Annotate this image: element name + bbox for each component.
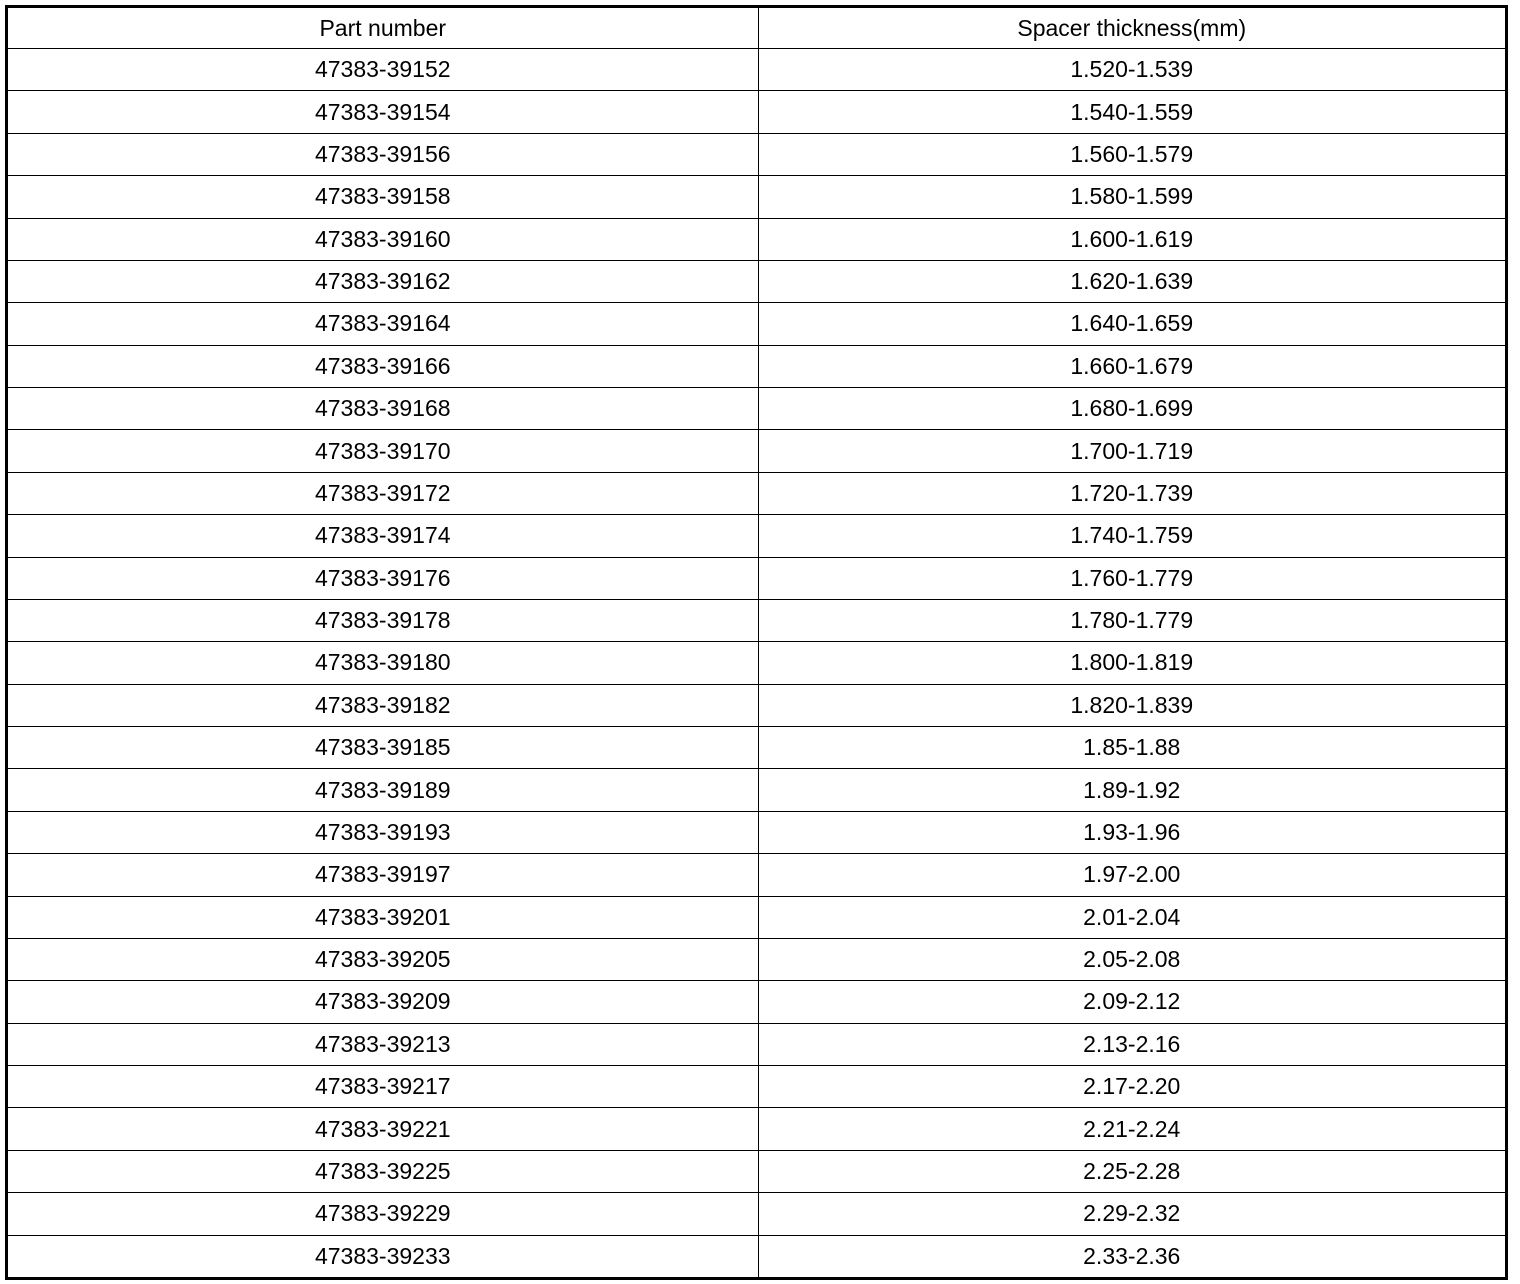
spacer-thickness-cell: 1.540-1.559 [758,91,1505,133]
spacer-thickness-cell: 1.660-1.679 [758,345,1505,387]
spacer-thickness-cell: 1.85-1.88 [758,727,1505,769]
table-row [8,557,1505,599]
spacer-thickness-cell: 1.89-1.92 [758,769,1505,811]
spacer-thickness-cell: 1.600-1.619 [758,218,1505,260]
part-number-cell: 47383-39213 [8,1023,758,1065]
part-number-cell: 47383-39164 [8,303,758,345]
spacer-thickness-cell: 1.520-1.539 [758,49,1505,91]
table-row [8,388,1505,430]
part-number-cell: 47383-39209 [8,981,758,1023]
table-row [8,811,1505,853]
spacer-thickness-cell: 1.560-1.579 [758,133,1505,175]
spacer-thickness-cell: 1.760-1.779 [758,557,1505,599]
table-row [8,938,1505,980]
table-header-row [8,8,1505,49]
table-row [8,981,1505,1023]
spacer-thickness-cell: 2.01-2.04 [758,896,1505,938]
part-number-cell: 47383-39193 [8,811,758,853]
spacer-thickness-cell: 2.13-2.16 [758,1023,1505,1065]
spacer-thickness-cell: 2.25-2.28 [758,1150,1505,1192]
header-spacer-thickness: Spacer thickness(mm) [758,8,1505,49]
table-row [8,91,1505,133]
spacer-thickness-cell: 1.93-1.96 [758,811,1505,853]
part-number-cell: 47383-39217 [8,1066,758,1108]
part-number-cell: 47383-39168 [8,388,758,430]
spacer-thickness-cell: 1.700-1.719 [758,430,1505,472]
spacer-thickness-cell: 1.640-1.659 [758,303,1505,345]
part-number-cell: 47383-39233 [8,1235,758,1277]
part-number-cell: 47383-39174 [8,515,758,557]
table-row [8,303,1505,345]
spacer-thickness-cell: 1.97-2.00 [758,854,1505,896]
table-row [8,1193,1505,1235]
header-part-number: Part number [8,8,758,49]
part-number-cell: 47383-39197 [8,854,758,896]
spacer-thickness-cell: 1.620-1.639 [758,260,1505,302]
table-row [8,1108,1505,1150]
part-number-cell: 47383-39156 [8,133,758,175]
part-number-cell: 47383-39152 [8,49,758,91]
part-number-cell: 47383-39201 [8,896,758,938]
spacer-thickness-cell: 1.800-1.819 [758,642,1505,684]
part-number-cell: 47383-39221 [8,1108,758,1150]
spacer-thickness-cell: 2.33-2.36 [758,1235,1505,1277]
table-row [8,896,1505,938]
table-row [8,515,1505,557]
part-number-cell: 47383-39158 [8,176,758,218]
part-number-cell: 47383-39189 [8,769,758,811]
part-number-cell: 47383-39170 [8,430,758,472]
spacer-thickness-cell: 1.740-1.759 [758,515,1505,557]
table-body [8,49,1505,1278]
table-row [8,133,1505,175]
table-row [8,345,1505,387]
table-row [8,218,1505,260]
spacer-thickness-cell: 2.29-2.32 [758,1193,1505,1235]
part-number-cell: 47383-39172 [8,472,758,514]
table-row [8,430,1505,472]
part-number-cell: 47383-39176 [8,557,758,599]
part-number-cell: 47383-39225 [8,1150,758,1192]
part-number-cell: 47383-39182 [8,684,758,726]
part-number-cell: 47383-39154 [8,91,758,133]
spacer-thickness-cell: 1.580-1.599 [758,176,1505,218]
part-number-cell: 47383-39229 [8,1193,758,1235]
table-row [8,854,1505,896]
part-number-cell: 47383-39166 [8,345,758,387]
part-number-cell: 47383-39178 [8,599,758,641]
spacer-thickness-cell: 2.05-2.08 [758,938,1505,980]
part-number-cell: 47383-39180 [8,642,758,684]
table-row [8,1023,1505,1065]
table-row [8,472,1505,514]
spacer-thickness-cell: 1.680-1.699 [758,388,1505,430]
table-row [8,684,1505,726]
table-row [8,769,1505,811]
spacer-thickness-cell: 1.720-1.739 [758,472,1505,514]
spacer-thickness-cell: 2.21-2.24 [758,1108,1505,1150]
table-row [8,727,1505,769]
table-row [8,49,1505,91]
table-row [8,1066,1505,1108]
spacer-thickness-table [8,8,1505,1277]
table-row [8,642,1505,684]
part-number-cell: 47383-39205 [8,938,758,980]
spacer-thickness-cell: 2.17-2.20 [758,1066,1505,1108]
spacer-table-frame [5,5,1508,1280]
spacer-thickness-cell: 1.780-1.779 [758,599,1505,641]
table-row [8,176,1505,218]
spacer-thickness-cell: 1.820-1.839 [758,684,1505,726]
table-row [8,260,1505,302]
table-row [8,1235,1505,1277]
spacer-thickness-cell: 2.09-2.12 [758,981,1505,1023]
part-number-cell: 47383-39185 [8,727,758,769]
table-row [8,1150,1505,1192]
part-number-cell: 47383-39162 [8,260,758,302]
table-row [8,599,1505,641]
part-number-cell: 47383-39160 [8,218,758,260]
